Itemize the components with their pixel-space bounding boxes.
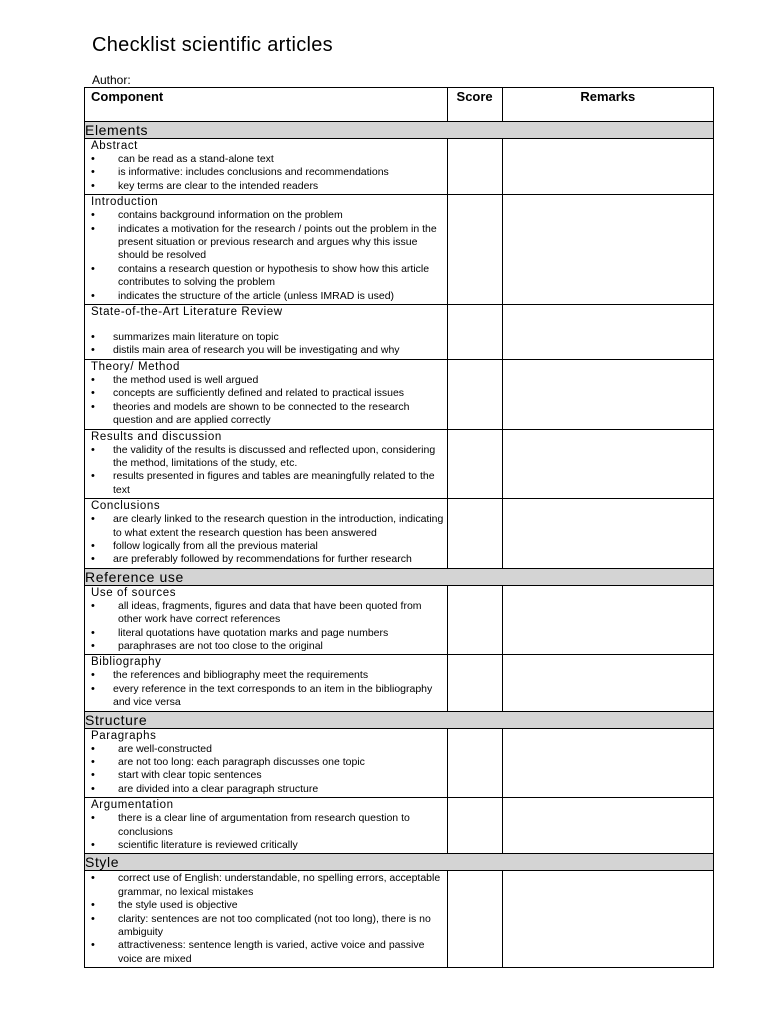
- criterion-item: • attractiveness: sentence length is varied, active voice and passive voice are mixed: [91, 939, 445, 966]
- criteria-list: [91, 513, 445, 567]
- criterion-item: • follow logically from all the previous material: [91, 540, 445, 553]
- item-title: Conclusions: [91, 500, 161, 513]
- item-title: Use of sources: [91, 586, 177, 599]
- criterion-item: • distils main area of research you will be investigating and why: [91, 344, 445, 357]
- checklist-item-row: [85, 655, 714, 711]
- component-cell: [85, 798, 448, 854]
- checklist-item-row: [85, 139, 714, 195]
- criteria-list: [91, 209, 445, 303]
- checklist-item-row: [85, 871, 714, 968]
- criterion-item: • the validity of the results is discussed and reflected upon, considering the method, limitations of the study, etc.: [91, 444, 445, 471]
- author-label: Author:: [92, 73, 131, 87]
- remarks-cell[interactable]: [502, 305, 713, 360]
- item-title: State-of-the-Art Literature Review: [91, 306, 283, 319]
- criterion-item: • are clearly linked to the research question in the introduction, indicating to what extent the research question has been answered: [91, 513, 445, 540]
- score-cell[interactable]: [447, 728, 502, 798]
- remarks-cell[interactable]: [502, 728, 713, 798]
- component-cell: [85, 195, 448, 305]
- remarks-cell[interactable]: [502, 499, 713, 569]
- item-title: Theory/ Method: [91, 360, 180, 373]
- score-cell[interactable]: [447, 655, 502, 711]
- checklist-item-row: [85, 728, 714, 798]
- checklist-item-row: [85, 305, 714, 360]
- criteria-list: [91, 743, 445, 797]
- item-title: Introduction: [91, 196, 159, 209]
- criterion-item: • key terms are clear to the intended readers: [91, 180, 445, 193]
- criteria-list: [91, 153, 445, 193]
- score-cell[interactable]: [447, 359, 502, 429]
- remarks-cell[interactable]: [502, 429, 713, 499]
- criteria-list: [91, 444, 445, 498]
- remarks-cell[interactable]: [502, 585, 713, 655]
- header-remarks: Remarks: [502, 88, 713, 122]
- criterion-item: • are preferably followed by recommendations for further research: [91, 553, 445, 566]
- criterion-item: • clarity: sentences are not too complicated (not too long), there is no ambiguity: [91, 913, 445, 940]
- score-cell[interactable]: [447, 429, 502, 499]
- section-heading: Style: [85, 854, 714, 871]
- component-cell: [85, 728, 448, 798]
- criteria-list: [91, 600, 445, 654]
- checklist-item-row: [85, 499, 714, 569]
- component-cell: [85, 585, 448, 655]
- section-row: [85, 854, 714, 871]
- criterion-item: • literal quotations have quotation marks and page numbers: [91, 627, 445, 640]
- criterion-item: • theories and models are shown to be connected to the research question and are applied correctly: [91, 401, 445, 428]
- criterion-item: • indicates a motivation for the research / points out the problem in the present situation or previous research and argues why this issue should be resolved: [91, 223, 445, 263]
- checklist-item-row: [85, 798, 714, 854]
- criterion-item: • scientific literature is reviewed critically: [91, 839, 445, 852]
- criterion-item: • paraphrases are not too close to the original: [91, 640, 445, 653]
- component-cell: [85, 305, 448, 360]
- section-heading: Reference use: [85, 568, 714, 585]
- score-cell[interactable]: [447, 139, 502, 195]
- criteria-list: [91, 331, 445, 358]
- criteria-list: [91, 669, 445, 709]
- criterion-item: • are divided into a clear paragraph structure: [91, 783, 445, 796]
- score-cell[interactable]: [447, 499, 502, 569]
- remarks-cell[interactable]: [502, 139, 713, 195]
- score-cell[interactable]: [447, 871, 502, 968]
- score-cell[interactable]: [447, 305, 502, 360]
- criterion-item: • indicates the structure of the article (unless IMRAD is used): [91, 290, 445, 303]
- criterion-item: • all ideas, fragments, figures and data that have been quoted from other work have correct references: [91, 600, 445, 627]
- criterion-item: • the references and bibliography meet the requirements: [91, 669, 445, 682]
- score-cell[interactable]: [447, 798, 502, 854]
- remarks-cell[interactable]: [502, 655, 713, 711]
- item-title: Argumentation: [91, 799, 174, 812]
- component-cell: [85, 429, 448, 499]
- section-heading: Structure: [85, 711, 714, 728]
- header-component: Component: [85, 88, 448, 122]
- remarks-cell[interactable]: [502, 195, 713, 305]
- component-cell: [85, 359, 448, 429]
- criterion-item: • is informative: includes conclusions and recommendations: [91, 166, 445, 179]
- criterion-item: • the style used is objective: [91, 899, 445, 912]
- item-title: Bibliography: [91, 656, 162, 669]
- checklist-item-row: [85, 429, 714, 499]
- section-row: [85, 122, 714, 139]
- section-row: [85, 711, 714, 728]
- criterion-item: • start with clear topic sentences: [91, 769, 445, 782]
- section-heading: Elements: [85, 122, 714, 139]
- checklist-item-row: [85, 195, 714, 305]
- criterion-item: • are well-constructed: [91, 743, 445, 756]
- criterion-item: • correct use of English: understandable, no spelling errors, acceptable grammar, no lexical mistakes: [91, 872, 445, 899]
- criterion-item: • contains background information on the problem: [91, 209, 445, 222]
- criterion-item: • can be read as a stand-alone text: [91, 153, 445, 166]
- item-title: Paragraphs: [91, 729, 157, 742]
- criterion-item: • summarizes main literature on topic: [91, 331, 445, 344]
- item-title: Results and discussion: [91, 430, 222, 443]
- checklist-item-row: [85, 359, 714, 429]
- criterion-item: • the method used is well argued: [91, 374, 445, 387]
- remarks-cell[interactable]: [502, 798, 713, 854]
- score-cell[interactable]: [447, 585, 502, 655]
- checklist-item-row: [85, 585, 714, 655]
- section-row: [85, 568, 714, 585]
- criterion-item: • every reference in the text corresponds to an item in the bibliography and vice versa: [91, 683, 445, 710]
- component-cell: [85, 499, 448, 569]
- checklist-table: [84, 87, 714, 968]
- criterion-item: • are not too long: each paragraph discusses one topic: [91, 756, 445, 769]
- criterion-item: • there is a clear line of argumentation from research question to conclusions: [91, 812, 445, 839]
- remarks-cell[interactable]: [502, 871, 713, 968]
- header-score: Score: [447, 88, 502, 122]
- header-row: [85, 88, 714, 122]
- criteria-list: [91, 374, 445, 428]
- component-cell: [85, 139, 448, 195]
- page-title: Checklist scientific articles: [92, 34, 333, 56]
- criteria-list: [91, 872, 445, 966]
- criteria-list: [91, 812, 445, 852]
- score-cell[interactable]: [447, 195, 502, 305]
- criterion-item: • results presented in figures and tables are meaningfully related to the text: [91, 470, 445, 497]
- item-title: Abstract: [91, 140, 138, 152]
- criterion-item: • concepts are sufficiently defined and related to practical issues: [91, 387, 445, 400]
- remarks-cell[interactable]: [502, 359, 713, 429]
- component-cell: [85, 871, 448, 968]
- criterion-item: • contains a research question or hypothesis to show how this article contributes to solving the problem: [91, 263, 445, 290]
- component-cell: [85, 655, 448, 711]
